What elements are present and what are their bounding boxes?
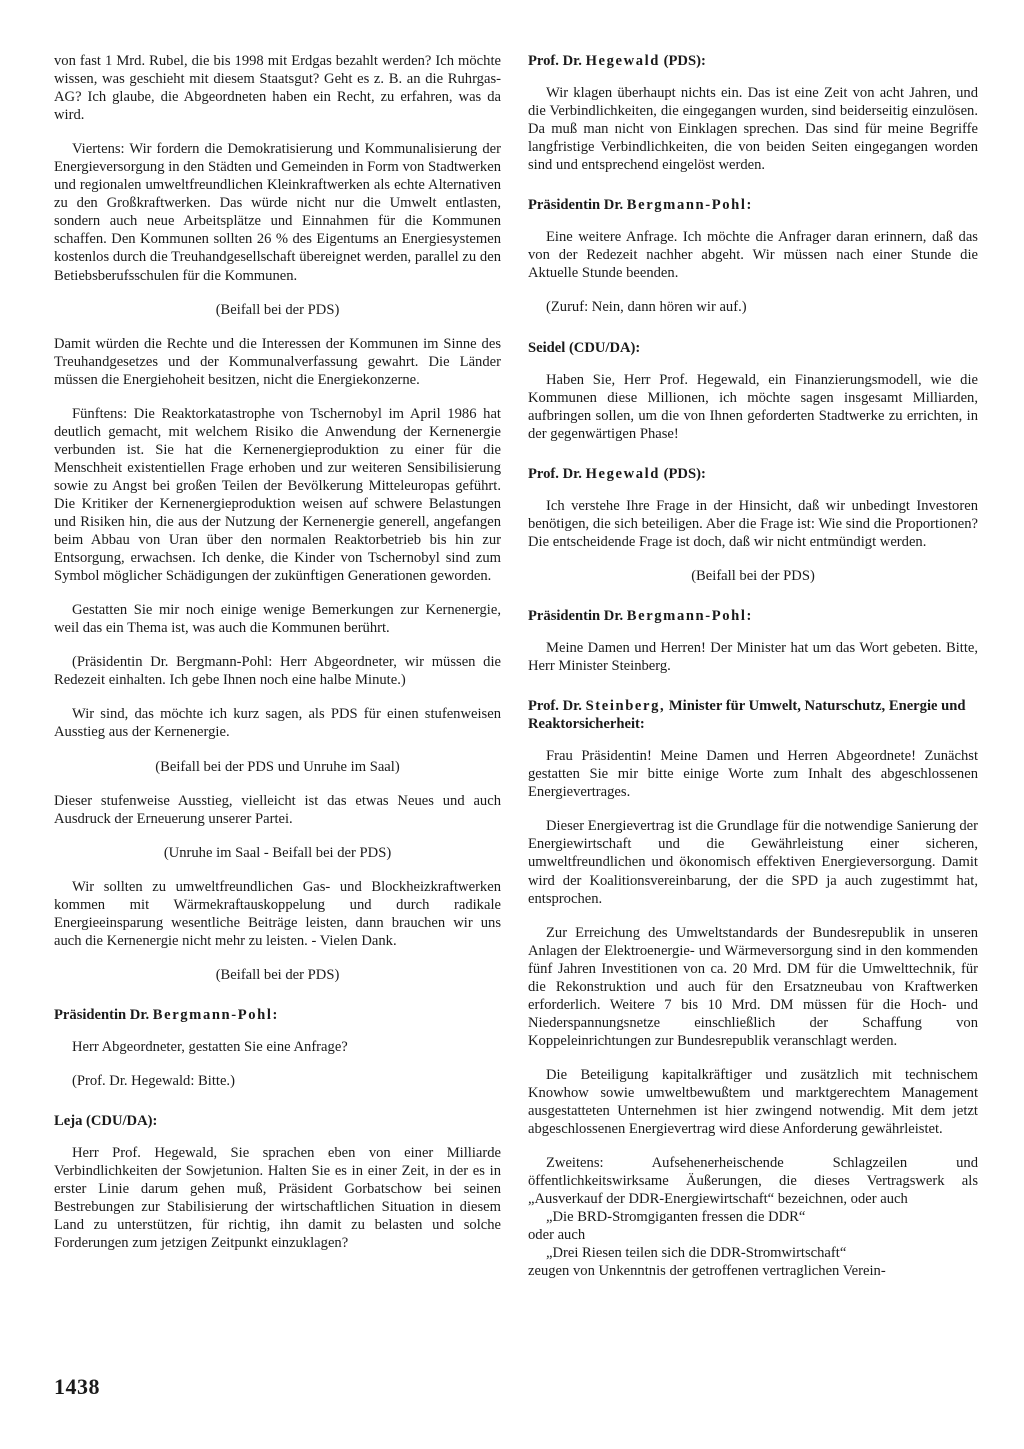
speaker-heading: [528, 607, 978, 625]
speaker-name: Hegewald: [585, 53, 660, 69]
paragraph-end-line: zeugen von Unkenntnis der getroffenen vertraglichen Verein-: [528, 1263, 886, 1280]
paragraph: Dieser Energievertrag ist die Grundlage für die notwendige Sanierung der Energiewirtschaft und die Gewährleistung einer sicheren, umweltfreundlichen und ökonomisch effektiven Energieversorgung. Damit wird der Koalitionsvereinbarung, der die SPD ja auch zugestimmt hat, entsprochen.: [528, 818, 978, 907]
left-column: [54, 52, 501, 1268]
interjection: (Zuruf: Nein, dann hören wir auf.): [546, 299, 747, 316]
speaker-title: Prof. Dr.: [528, 53, 582, 69]
speaker-party: (PDS):: [663, 465, 706, 482]
paragraph: Eine weitere Anfrage. Ich möchte die Anfrager daran erinnern, daß das von der Redezeit nachher abgeht. Wir müssen nach einer Stunde die Aktuelle Stunde beenden.: [528, 229, 978, 282]
quoted-headline: „Die BRD-Stromgiganten fressen die DDR“: [546, 1209, 806, 1226]
speaker-title: Präsidentin Dr.: [528, 197, 624, 214]
paragraph: Meine Damen und Herren! Der Minister hat um das Wort gebeten. Bitte, Herr Minister Steinberg.: [528, 640, 978, 675]
paragraph: Viertens: Wir fordern die Demokratisierung und Kommunalisierung der Energieversorgung in den Städten und Gemeinden in Form von Stadtwerken und regionalen umweltfreundlichen Kleinkraftwerken als echte Alternativen zu den Großkraftwerken. Das würde nicht nur die Umwelt entlasten, sondern auch neue Arbeitsplätze und Einnahmen für die Kommunen schaffen. Den Kommunen sollten 26 % des Eigentums an Energiesystemen kostenlos durch die Treuhandgesellschaft übereignet werden, parallel zu den Betiebsberufsschulen für die Kommunen.: [54, 141, 501, 284]
right-column: [528, 52, 978, 1280]
speaker-role: Minister für Umwelt, Naturschutz, Energie und Reaktorsicherheit:: [528, 698, 966, 733]
paragraph: Wir sollten zu umweltfreundlichen Gas- und Blockheizkraftwerken kommen mit Wärmekraftauskoppelung und durch radikale Energieeinsparung wesentliche Beiträge leisten, dann brauchen wir uns auch die Kernenergie nicht mehr zu leisten. - Vielen Dank.: [54, 878, 501, 949]
interjection: (Präsidentin Dr. Bergmann-Pohl: Herr Abgeordneter, wir müssen die Redezeit einhalten. Ich gebe Ihnen noch eine halbe Minute.): [54, 654, 501, 689]
paragraph: Die Beteiligung kapitalkräftiger und zusätzlich mit technischem Knowhow sowie umweltbewußtem und marktgerechtem Management ausgestatteten Unternehmen ist hier zwingend notwendig. Mit dem jetzt abgeschlossenen Energievertrag wird diese Anforderung gewährleistet.: [528, 1066, 978, 1138]
paragraph: von fast 1 Mrd. Rubel, die bis 1998 mit Erdgas bezahlt werden? Ich möchte wissen, was geschieht mit diesem Staatsgut? Geht es z. B. an die Ruhrgas-AG? Ich glaube, die Abgeordneten haben ein Recht, zu erfahren, was da wird.: [54, 53, 501, 124]
paragraph: Zur Erreichung des Umweltstandards der Bundesrepublik in unseren Anlagen der Elektroenergie- und Wärmeversorgung sind in den kommenden fünf Jahren Investitionen von ca. 20 Mrd. DM für die Umwelttechnik, für die Rekonstruktion und auch für den Ersatzneubau von Kraftwerken erforderlich. Weitere 7 bis 10 Mrd. DM müssen für die Hoch- und Niederspannungsnetze einschließlich der Schaffung von Koppeleinrichtungen zur Bundesrepublik veranschlagt werden.: [528, 924, 978, 1049]
connector-text: oder auch: [528, 1227, 586, 1244]
paragraph: Herr Prof. Hegewald, Sie sprachen eben von einer Milliarde Verbindlichkeiten der Sowjetunion. Halten Sie es in einer Zeit, in der es in erster Linie darum gehen muß, Präsident Gorbatschow bei seinen Bestrebungen zur Stabilisierung der wirtschaftlichen Situation in diesem Land zu unterstützen, für richtig, ihn damit zu belasten und solche Forderungen zum jetzigen Zeitpunkt einzuklagen?: [54, 1145, 501, 1252]
paragraph: Gestatten Sie mir noch einige wenige Bemerkungen zur Kernenergie, weil das ein Thema ist, was auch die Kommunen berührt.: [54, 602, 501, 637]
interjection: (Prof. Dr. Hegewald: Bitte.): [72, 1073, 235, 1090]
speaker-title: Prof. Dr.: [528, 698, 582, 715]
speaker-title: Präsidentin Dr.: [54, 1006, 150, 1023]
paragraph: Wir klagen überhaupt nichts ein. Das ist eine Zeit von acht Jahren, und die Verbindlichkeiten, die eingegangen wurden, sind beiderseitig einzulösen. Da muß man nicht von Einklagen sprechen. Das sind für meine Begriffe langfristige Verbindlichkeiten, die von beiden Seiten eingegangen worden sind und entsprechend eingelöst werden.: [528, 85, 978, 174]
interjection: (Beifall bei der PDS): [691, 567, 815, 584]
quoted-headline: „Drei Riesen teilen sich die DDR-Stromwirtschaft“: [546, 1245, 847, 1262]
speaker-heading: [528, 697, 978, 733]
paragraph: Frau Präsidentin! Meine Damen und Herren Abgeordnete! Zunächst gestatten Sie mir bitte einige Worte zum Inhalt des abgeschlossenen Energievertrages.: [528, 748, 978, 801]
paragraph: Haben Sie, Herr Prof. Hegewald, ein Finanzierungsmodell, wie die Kommunen diese Millionen, ich möchte sagen insgesamt Milliarden, aufbringen sollen, um die von Ihnen geforderten Stadtwerke zu errichten, in der gegenwärtigen Phase!: [528, 371, 978, 442]
paragraph-continuation: [528, 1208, 978, 1280]
paragraph: Herr Abgeordneter, gestatten Sie eine Anfrage?: [72, 1038, 348, 1055]
speaker-heading: Leja (CDU/DA):: [54, 1113, 158, 1130]
speaker-heading: [54, 1006, 501, 1024]
speaker-heading: [528, 196, 978, 214]
speaker-name: Bergmann-Pohl:: [626, 197, 753, 214]
interjection: (Beifall bei der PDS): [215, 301, 340, 318]
interjection: (Beifall bei der PDS und Unruhe im Saal): [155, 758, 400, 775]
interjection: (Unruhe im Saal - Beifall bei der PDS): [163, 844, 392, 861]
speaker-name: Bergmann-Pohl:: [626, 607, 753, 624]
speaker-name: Bergmann-Pohl:: [152, 1006, 279, 1023]
paragraph: Ich verstehe Ihre Frage in der Hinsicht, daß wir unbedingt Investoren benötigen, die sich beteiligen. Aber die Frage ist: Wie sind die Proportionen? Die entscheidende Frage ist doch, daß wir nicht entmündigt werden.: [528, 497, 978, 550]
paragraph: Zweitens: Aufsehenerheischende Schlagzeilen und öffentlichkeitswirksame Äußerungen, die dieses Vertragswerk als „Ausverkauf der DDR-Energiewirtschaft“ bezeichnen, oder auch: [528, 1155, 978, 1208]
speaker-name: Hegewald: [585, 465, 660, 482]
paragraph: Damit würden die Rechte und die Interessen der Kommunen im Sinne des Treuhandgesetzes und der Kommunalverfassung gewahrt. Die Länder müssen die Energiehoheit besitzen, nicht die Energiekonzerne.: [54, 335, 501, 388]
speaker-heading: [528, 465, 978, 483]
interjection: (Beifall bei der PDS): [215, 966, 340, 983]
speaker-name: Steinberg,: [585, 698, 666, 715]
speaker-title: Prof. Dr.: [528, 465, 582, 482]
paragraph: Wir sind, das möchte ich kurz sagen, als PDS für einen stufenweisen Ausstieg aus der Kernenergie.: [54, 706, 501, 741]
page-number: 1438: [54, 1374, 100, 1399]
speaker-title: Präsidentin Dr.: [528, 607, 624, 624]
speaker-party: (PDS):: [663, 53, 706, 69]
paragraph: Fünftens: Die Reaktorkatastrophe von Tschernobyl im April 1986 hat deutlich gemacht, mit welchem Risiko die Anwendung der Kernenergie verbunden ist. Sie hat die Kernenergieproduktion zu einer für die Menschheit existentiellen Frage erhoben und zur weiteren Sensibilisierung sowie zu Angst bei großen Teilen der Bevölkerung Mitteleuropas geführt. Die Kritiker der Kernenergieproduktion weisen auf schwere Belastungen und Risiken hin, die aus der Nutzung der Kernenergie generell, angefangen beim Abbau von Uran über den normalen Reaktorbetrieb bis hin zur Entsorgung, erwachsen. Ich denke, die Kinder von Tschernobyl sind zum Symbol möglicher Schädigungen der zukünftigen Generationen geworden.: [54, 405, 501, 585]
paragraph: Dieser stufenweise Ausstieg, vielleicht ist das etwas Neues und auch Ausdruck der Erneuerung unserer Partei.: [54, 792, 501, 827]
speaker-heading: Seidel (CDU/DA):: [528, 339, 641, 356]
speaker-heading: [528, 52, 978, 70]
